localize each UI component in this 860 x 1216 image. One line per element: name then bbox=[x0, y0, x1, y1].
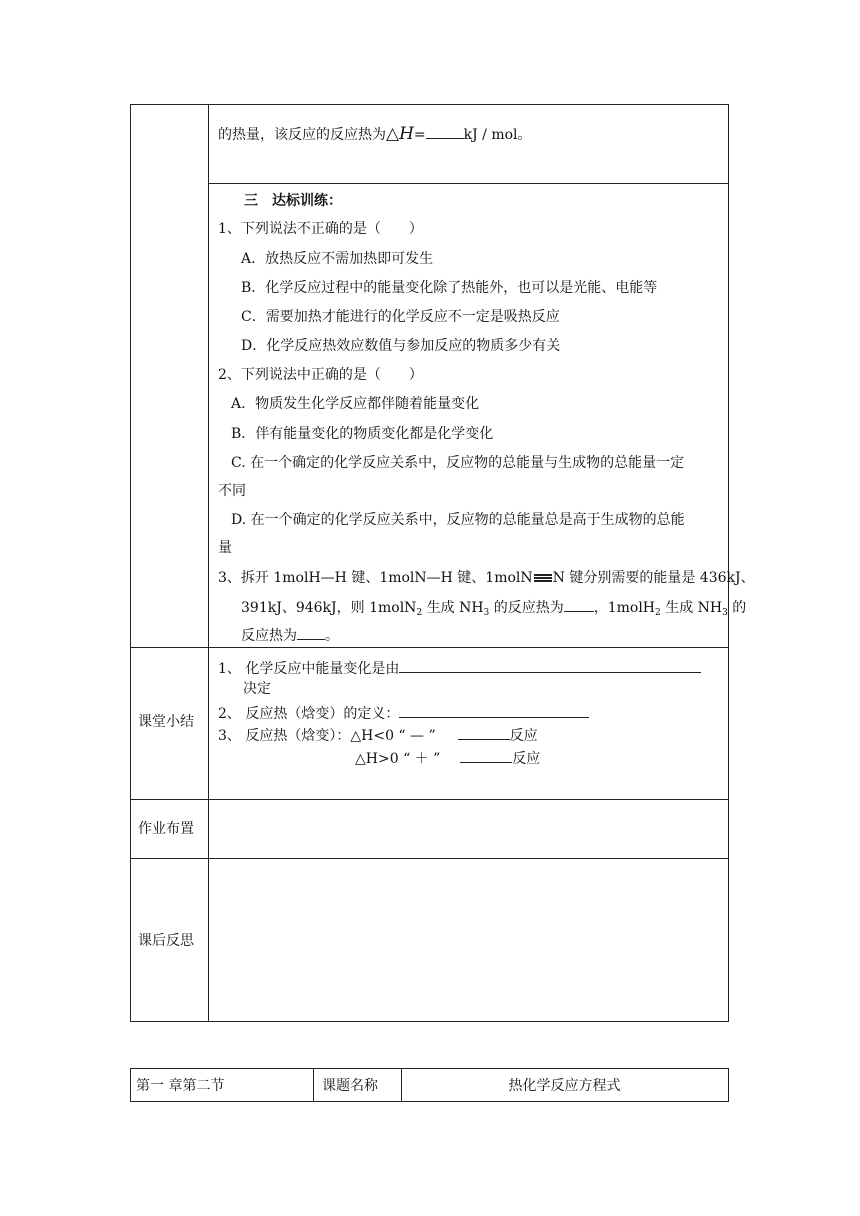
text: △H>0 “ ＋ ” bbox=[355, 751, 441, 767]
section-heading: 三 达标训练： bbox=[244, 193, 342, 209]
row-label-summary: 课堂小结 bbox=[138, 714, 194, 730]
subscript: 3 bbox=[722, 608, 728, 618]
summary-item-4 bbox=[355, 748, 540, 769]
text: 。 bbox=[325, 628, 339, 644]
row-divider bbox=[130, 647, 729, 648]
question-2-stem: 2、下列说法中正确的是（ ） bbox=[218, 367, 423, 383]
text: 反应 bbox=[509, 728, 538, 744]
text: 反应 bbox=[512, 751, 541, 767]
summary-item-1-cont: 决定 bbox=[243, 681, 271, 697]
footer-border-right bbox=[728, 1068, 729, 1102]
table-border-bottom bbox=[130, 1021, 729, 1022]
summary-item-1 bbox=[218, 658, 701, 679]
text: N 键分别需要的能量是 436kJ、 bbox=[552, 570, 755, 586]
answer-blank bbox=[426, 124, 464, 139]
reaction-heat-line bbox=[218, 124, 532, 145]
question-3-line-2 bbox=[241, 597, 746, 618]
text: 反应热为 bbox=[241, 628, 297, 644]
subscript: 2 bbox=[655, 608, 661, 618]
q2-option-d-cont: 量 bbox=[218, 540, 232, 556]
footer-divider bbox=[313, 1068, 314, 1102]
answer-blank bbox=[399, 703, 589, 718]
q2-option-c-cont: 不同 bbox=[218, 483, 246, 499]
row-divider bbox=[130, 858, 729, 859]
text: 生成 NH bbox=[660, 600, 723, 616]
row-divider bbox=[130, 799, 729, 800]
table-border-top bbox=[130, 104, 729, 105]
answer-blank bbox=[458, 725, 510, 740]
topic-value: 热化学反应方程式 bbox=[508, 1078, 621, 1094]
text: ，1molH bbox=[593, 600, 656, 616]
q2-option-d: D. 在一个确定的化学反应关系中，反应物的总能量总是高于生成物的总能 bbox=[231, 512, 685, 528]
equals-sign: = bbox=[413, 127, 426, 143]
answer-blank bbox=[399, 658, 701, 673]
subscript: 3 bbox=[483, 608, 490, 618]
text: 的热量，该反应的反应热为 bbox=[218, 127, 386, 143]
question-3-line-3 bbox=[241, 625, 339, 646]
q2-option-c: C. 在一个确定的化学反应关系中，反应物的总能量与生成物的总能量一定 bbox=[231, 455, 685, 471]
footer-border-left bbox=[130, 1068, 131, 1102]
topic-label: 课题名称 bbox=[322, 1078, 378, 1094]
q1-option-a: A．放热反应不需加热即可发生 bbox=[241, 251, 434, 267]
footer-border-bottom bbox=[130, 1101, 729, 1102]
text: 2、 反应热（焓变）的定义： bbox=[218, 706, 400, 722]
answer-blank bbox=[460, 748, 512, 763]
table-border-left bbox=[130, 104, 131, 1022]
row-label-reflection: 课后反思 bbox=[138, 933, 194, 949]
footer-border-top bbox=[130, 1068, 729, 1069]
q1-option-d: D．化学反应热效应数值与参加反应的物质多少有关 bbox=[241, 338, 561, 354]
q2-option-b: B．伴有能量变化的物质变化都是化学变化 bbox=[231, 426, 494, 442]
table-border-right bbox=[728, 104, 729, 1022]
text: 3、 反应热（焓变）：△H<0 “ — ” bbox=[218, 728, 436, 744]
q2-option-a: A．物质发生化学反应都伴随着能量变化 bbox=[231, 396, 480, 412]
answer-blank bbox=[297, 625, 325, 640]
subscript: 2 bbox=[416, 608, 423, 618]
row-label-homework: 作业布置 bbox=[138, 821, 194, 837]
q1-option-b: B．化学反应过程中的能量变化除了热能外，也可以是光能、电能等 bbox=[241, 280, 658, 296]
answer-blank bbox=[564, 597, 594, 612]
text: 的 bbox=[727, 600, 747, 616]
triple-bond-icon bbox=[534, 574, 552, 582]
summary-item-2 bbox=[218, 703, 589, 724]
text: 1、 化学反应中能量变化是由 bbox=[218, 661, 400, 677]
question-3-line-1 bbox=[218, 568, 755, 588]
chapter-label: 第一 章第二节 bbox=[136, 1078, 225, 1094]
question-1-stem: 1、下列说法不正确的是（ ） bbox=[218, 221, 423, 237]
text: 3、拆开 1molH—H 键、1molN—H 键、1molN bbox=[218, 570, 533, 586]
summary-item-3 bbox=[218, 725, 538, 746]
text: 391kJ、946kJ，则 1molN bbox=[241, 600, 417, 616]
column-divider bbox=[208, 104, 209, 1022]
text: 的反应热为 bbox=[489, 600, 564, 616]
text: 生成 NH bbox=[422, 600, 484, 616]
delta-h-symbol: △H bbox=[386, 124, 414, 144]
row-divider bbox=[208, 183, 729, 184]
q1-option-c: C．需要加热才能进行的化学反应不一定是吸热反应 bbox=[241, 309, 560, 325]
unit-text: kJ / mol。 bbox=[463, 127, 532, 143]
